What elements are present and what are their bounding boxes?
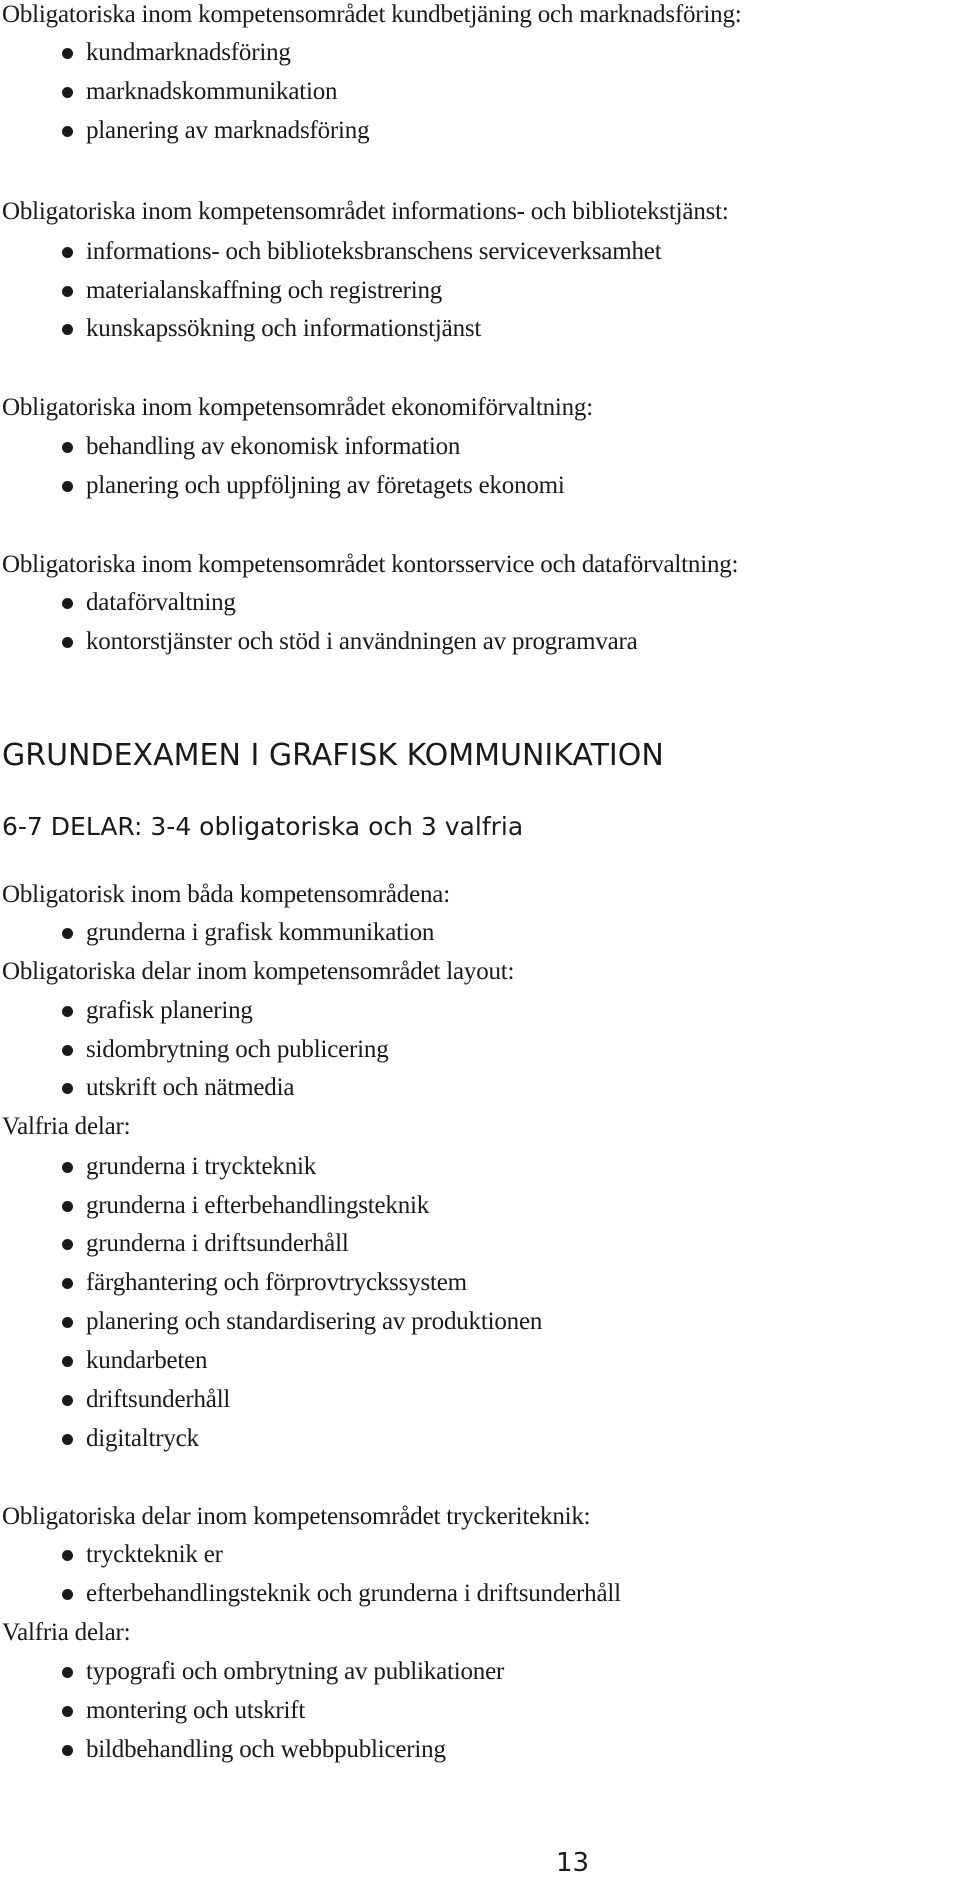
group-heading: Valfria delar: — [2, 1619, 131, 1646]
bullet-icon — [62, 1395, 73, 1406]
bullet-icon — [62, 637, 73, 648]
bullet-icon — [62, 286, 73, 297]
list-item: bildbehandling och webbpublicering — [62, 1735, 446, 1765]
section-heading: Obligatoriska inom kompetensområdet ekonomiförvaltning: — [2, 394, 593, 421]
list-item: planering och standardisering av produktionen — [62, 1307, 542, 1337]
bullet-icon — [62, 1045, 73, 1056]
list-item: marknadskommunikation — [62, 77, 337, 107]
list-item: tryckteknik er — [62, 1540, 223, 1570]
list-item: färghantering och förprovtryckssystem — [62, 1268, 467, 1298]
list-item: kontorstjänster och stöd i användningen av programvara — [62, 627, 638, 657]
list-item: planering och uppföljning av företagets ekonomi — [62, 471, 565, 501]
group-heading: Obligatoriska delar inom kompetensområdet layout: — [2, 958, 515, 985]
bullet-icon — [62, 481, 73, 492]
bullet-icon — [62, 1317, 73, 1328]
section-heading: Obligatoriska inom kompetensområdet kontorsservice och dataförvaltning: — [2, 551, 739, 578]
list-item: grunderna i efterbehandlingsteknik — [62, 1191, 429, 1221]
list-item: driftsunderhåll — [62, 1385, 230, 1415]
group-heading: Valfria delar: — [2, 1113, 131, 1140]
list-item: dataförvaltning — [62, 588, 236, 618]
bullet-icon — [62, 1550, 73, 1561]
bullet-icon — [62, 1239, 73, 1250]
section-heading: Obligatoriska inom kompetensområdet informations- och bibliotekstjänst: — [2, 198, 729, 225]
bullet-icon — [62, 1083, 73, 1094]
bullet-icon — [62, 126, 73, 137]
list-item: digitaltryck — [62, 1424, 199, 1454]
bullet-icon — [62, 247, 73, 258]
list-item: typografi och ombrytning av publikationer — [62, 1657, 504, 1687]
bullet-icon — [62, 1706, 73, 1717]
list-item: utskrift och nätmedia — [62, 1073, 294, 1103]
bullet-icon — [62, 324, 73, 335]
list-item: grafisk planering — [62, 996, 253, 1026]
bullet-icon — [62, 48, 73, 59]
list-item: grunderna i grafisk kommunikation — [62, 918, 434, 948]
bullet-icon — [62, 1667, 73, 1678]
degree-title: GRUNDEXAMEN I GRAFISK KOMMUNIKATION — [2, 738, 664, 773]
list-item: sidombrytning och publicering — [62, 1035, 389, 1065]
list-item: kunskapssökning och informationstjänst — [62, 314, 481, 344]
bullet-icon — [62, 1278, 73, 1289]
list-item: planering av marknadsföring — [62, 116, 369, 146]
list-item: efterbehandlingsteknik och grunderna i driftsunderhåll — [62, 1579, 621, 1609]
bullet-icon — [62, 1201, 73, 1212]
degree-subtitle: 6-7 DELAR: 3-4 obligatoriska och 3 valfria — [2, 812, 524, 841]
list-item: kundarbeten — [62, 1346, 207, 1376]
list-item: kundmarknadsföring — [62, 38, 291, 68]
bullet-icon — [62, 1434, 73, 1445]
group-heading: Obligatorisk inom båda kompetensområdena: — [2, 881, 450, 908]
bullet-icon — [62, 1006, 73, 1017]
bullet-icon — [62, 1589, 73, 1600]
bullet-icon — [62, 1162, 73, 1173]
section-heading: Obligatoriska inom kompetensområdet kundbetjäning och marknadsföring: — [2, 1, 742, 28]
list-item: grunderna i driftsunderhåll — [62, 1229, 349, 1259]
list-item: informations- och biblioteksbranschens serviceverksamhet — [62, 237, 661, 267]
bullet-icon — [62, 442, 73, 453]
list-item: materialanskaffning och registrering — [62, 276, 442, 306]
group-heading: Obligatoriska delar inom kompetensområdet tryckeriteknik: — [2, 1503, 591, 1530]
bullet-icon — [62, 598, 73, 609]
list-item: montering och utskrift — [62, 1696, 305, 1726]
bullet-icon — [62, 1745, 73, 1756]
bullet-icon — [62, 1356, 73, 1367]
list-item: behandling av ekonomisk information — [62, 432, 460, 462]
list-item: grunderna i tryckteknik — [62, 1152, 316, 1182]
page-number: 13 — [556, 1848, 590, 1878]
bullet-icon — [62, 87, 73, 98]
bullet-icon — [62, 928, 73, 939]
